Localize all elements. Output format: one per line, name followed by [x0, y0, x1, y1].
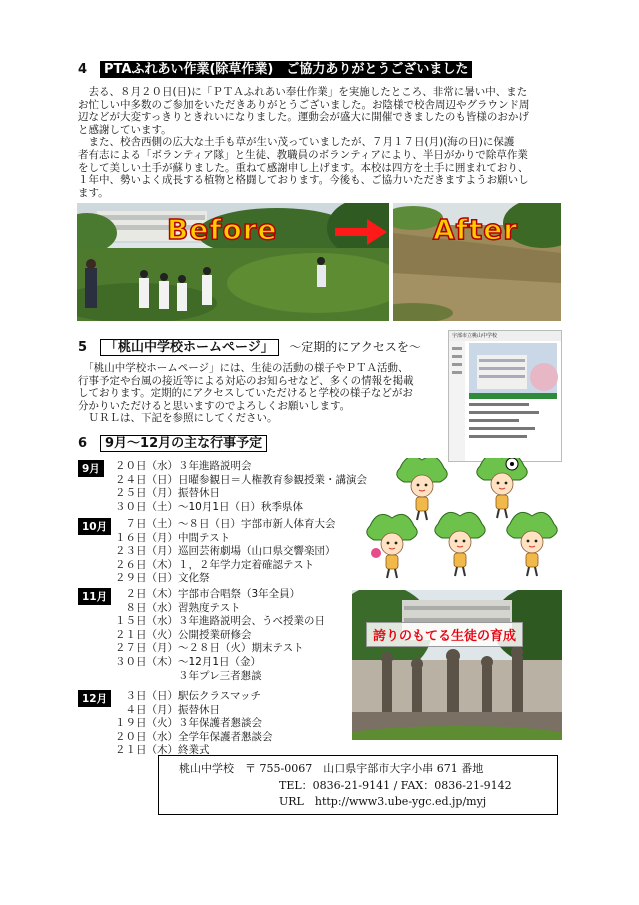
homepage-content-image — [449, 341, 561, 461]
section5-number: 5 — [78, 340, 88, 355]
before-photo — [77, 203, 389, 321]
section6-number: 6 — [78, 436, 88, 451]
statue-photo — [352, 590, 562, 740]
section4-title: PTAふれあい作業(除草作業) ご協力ありがとうございました — [100, 61, 472, 78]
contact-line-phone: TEL：0836-21-9141 / FAX：0836-21-9142 — [279, 779, 512, 792]
section5-title: 「桃山中学校ホームページ」 — [100, 339, 279, 356]
after-label: After — [433, 213, 519, 246]
month-badge: 9月 — [78, 460, 104, 477]
homepage-header: 宇部市立桃山中学校 — [449, 331, 561, 341]
section5-heading — [78, 336, 421, 355]
statue-photo-image — [352, 590, 562, 740]
section4-number: 4 — [78, 62, 88, 77]
month-badge: 10月 — [78, 518, 111, 535]
schedule-december-events: ３日（日）駅伝クラスマッチ ４日（月）振替休日 １９日（火）３年保護者懇談会 ２０日（水）全学年保護者懇談会 ２１日（木）終業式 — [115, 690, 273, 757]
section5-subtitle: ～定期的にアクセスを～ — [289, 340, 421, 354]
arrow-right-icon — [335, 219, 387, 245]
contact-line-address: 桃山中学校 〒 755-0067 山口県宇部市大字小串 671 番地 — [179, 762, 484, 775]
schedule-september-events: ２０日（水）３年進路説明会 ２４日（日）日曜参観日＝人権教育参観授業・講演会 ２５日（月）振替休日 ３０日（土）～10月1日（日）秋季県体 — [115, 460, 367, 513]
schedule-december — [78, 690, 115, 707]
before-label: Before — [167, 213, 278, 246]
schedule-september — [78, 460, 108, 477]
mascot-characters-illustration — [362, 458, 562, 582]
section5-paragraph: 「桃山中学校ホームページ」には、生徒の活動の様子やＰＴＡ活動、 行事予定や台風の接近等による対応のお知らせなど、多くの情報を掲載 しております。定期的にアクセスしていただけると学校の様子などがお 分かりいただけると思いますのでよろしくお願いします。 ＵＲＬは、下記を参照にしてください。 — [78, 362, 414, 425]
contact-box — [158, 755, 558, 815]
contact-line-url[interactable]: URL http://www3.ube-ygc.ed.jp/myj — [279, 795, 487, 808]
section4-heading — [78, 58, 472, 77]
section6-heading — [78, 432, 267, 451]
month-badge: 12月 — [78, 690, 111, 707]
after-photo — [393, 203, 561, 321]
statue-banner: 誇りのもてる生徒の育成 — [366, 622, 523, 647]
schedule-october-events: ７日（土）～８日（日）宇部市新人体育大会 １６日（月）中間テスト ２３日（月）巡回芸術劇場（山口県交響楽団） ２６日（木）１，２年学力定着確認テスト ２９日（日）文化祭 — [115, 518, 336, 585]
section4-paragraph: 去る、８月２０日(日)に「ＰＴＡふれあい奉仕作業」を実施したところ、非常に暑い中、また お忙しい中多数のご参加をいただきありがとうございました。お陰様で校舎周辺やグラウンド周 辺などが大変すっきりときれいになりました。運動会が盛大に開催できましたのも皆様のおかげ と感謝しています。 また、校舎西側の広大な土手も草が生い茂っていましたが、７月１７日(月)(海の日)に保護 者有志による「ボランティア隊」と生徒、教職員のボランティアにより、半日がかりで除草作業 をして美しい土手が蘇りました。重ねて感謝申し上げます。本校は四方を土手に囲まれており、 １年中、勢いよく成長する植物と格闘しております。今後も、ご協力いただきますようお願いし ます。 — [78, 86, 530, 199]
schedule-november-events: ２日（木）宇部市合唱祭（3年全員） ８日（水）習熟度テスト １５日（水）３年進路説明会、うべ授業の日 ２１日（火）公開授業研修会 ２７日（月）～２８日（火）期末テスト ３０日（木）～12月1日（金） ３年プレ三者懇談 — [115, 588, 325, 682]
schedule-october — [78, 518, 115, 535]
section6-title: 9月～12月の主な行事予定 — [100, 435, 267, 452]
schedule-november — [78, 588, 115, 605]
homepage-screenshot — [448, 330, 562, 462]
month-badge: 11月 — [78, 588, 111, 605]
